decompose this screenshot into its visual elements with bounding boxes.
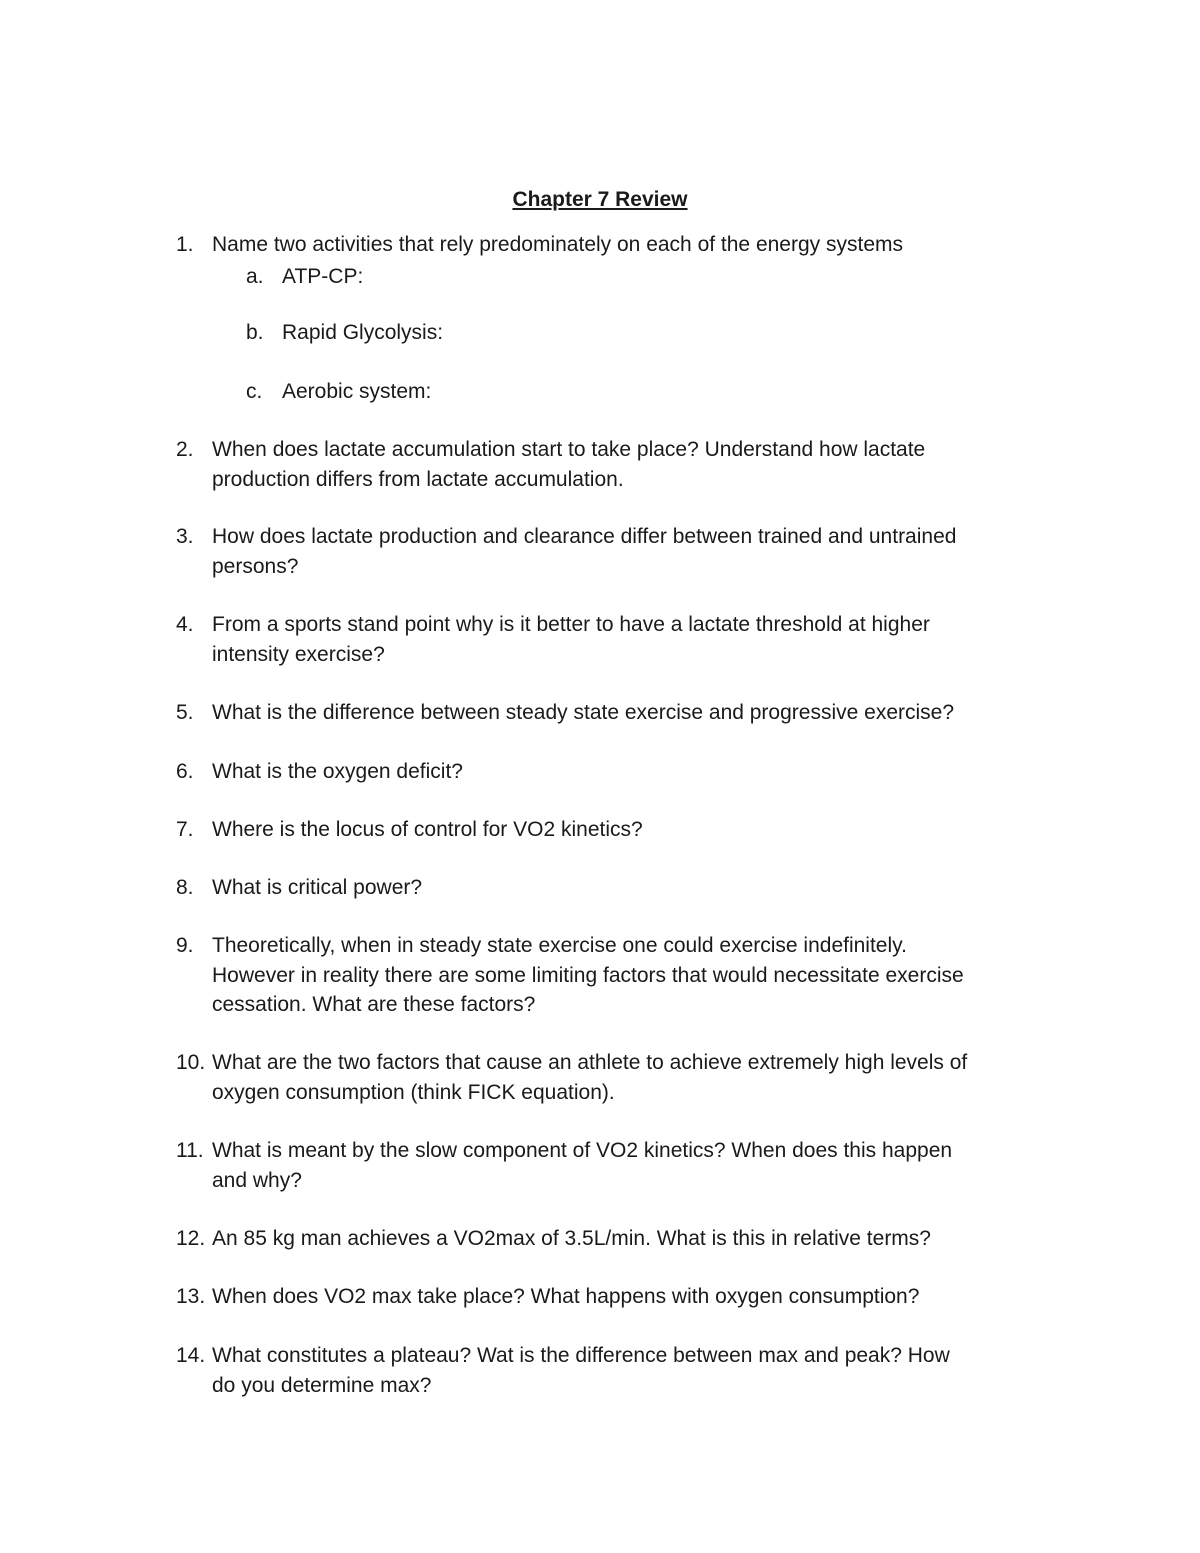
question-text: What is the difference between steady state exercise and progressive exercise? — [212, 701, 955, 724]
subitem-letter: a. — [246, 265, 264, 288]
question-text: From a sports stand point why is it better to have a lactate threshold at higher intensity exercise? — [212, 613, 930, 666]
question-number: 12. — [176, 1227, 206, 1250]
question-text: What is the oxygen deficit? — [212, 760, 463, 783]
question-number: 6. — [176, 760, 194, 783]
question-3 — [176, 522, 1076, 581]
question-number: 8. — [176, 876, 194, 899]
question-number: 9. — [176, 934, 194, 957]
question-text: What is meant by the slow component of VO2 kinetics? When does this happen and why? — [212, 1139, 953, 1192]
question-text: Theoretically, when in steady state exercise one could exercise indefinitely. However in reality there are some limiting factors that would necessitate exercise cessation. What are these factors? — [212, 934, 964, 1016]
subitem-letter: b. — [246, 321, 264, 344]
question-number: 10. — [176, 1051, 206, 1074]
question-number: 7. — [176, 818, 194, 841]
subitem-letter: c. — [246, 380, 263, 403]
question-10 — [176, 1048, 1076, 1107]
question-text: Name two activities that rely predominately on each of the energy systems — [212, 233, 903, 256]
question-6 — [176, 757, 1076, 787]
question-number: 1. — [176, 233, 194, 256]
question-14 — [176, 1341, 1076, 1400]
subitem-text: Rapid Glycolysis: — [282, 321, 444, 344]
question-text: What are the two factors that cause an athlete to achieve extremely high levels of oxygen consumption (think FICK equation). — [212, 1051, 968, 1104]
subitem-b — [246, 318, 1046, 348]
question-text: Where is the locus of control for VO2 kinetics? — [212, 818, 643, 841]
subitem-text: Aerobic system: — [282, 380, 432, 403]
question-number: 4. — [176, 613, 194, 636]
question-5 — [176, 698, 1076, 728]
subitem-a — [246, 262, 1046, 292]
question-2 — [176, 435, 1076, 494]
question-number: 14. — [176, 1344, 206, 1367]
question-text: When does VO2 max take place? What happens with oxygen consumption? — [212, 1285, 920, 1308]
subitem-text: ATP-CP: — [282, 265, 364, 288]
question-number: 3. — [176, 525, 194, 548]
question-text: How does lactate production and clearance differ between trained and untrained persons? — [212, 525, 957, 578]
question-number: 11. — [176, 1139, 204, 1162]
question-text: What is critical power? — [212, 876, 423, 899]
question-text: When does lactate accumulation start to take place? Understand how lactate production differs from lactate accumulation. — [212, 438, 926, 491]
subitem-c — [246, 377, 1046, 407]
question-text: An 85 kg man achieves a VO2max of 3.5L/min. What is this in relative terms? — [212, 1227, 931, 1250]
question-4 — [176, 610, 1076, 669]
question-7 — [176, 815, 1076, 845]
question-11 — [176, 1136, 1076, 1195]
question-9 — [176, 931, 1076, 1020]
question-1 — [176, 230, 1076, 260]
page-title: Chapter 7 Review — [512, 188, 688, 211]
question-8 — [176, 873, 1076, 903]
question-number: 2. — [176, 438, 194, 461]
question-number: 5. — [176, 701, 194, 724]
question-number: 13. — [176, 1285, 206, 1308]
question-12 — [176, 1224, 1076, 1254]
question-13 — [176, 1282, 1076, 1312]
question-text: What constitutes a plateau? Wat is the difference between max and peak? How do you determine max? — [212, 1344, 950, 1397]
